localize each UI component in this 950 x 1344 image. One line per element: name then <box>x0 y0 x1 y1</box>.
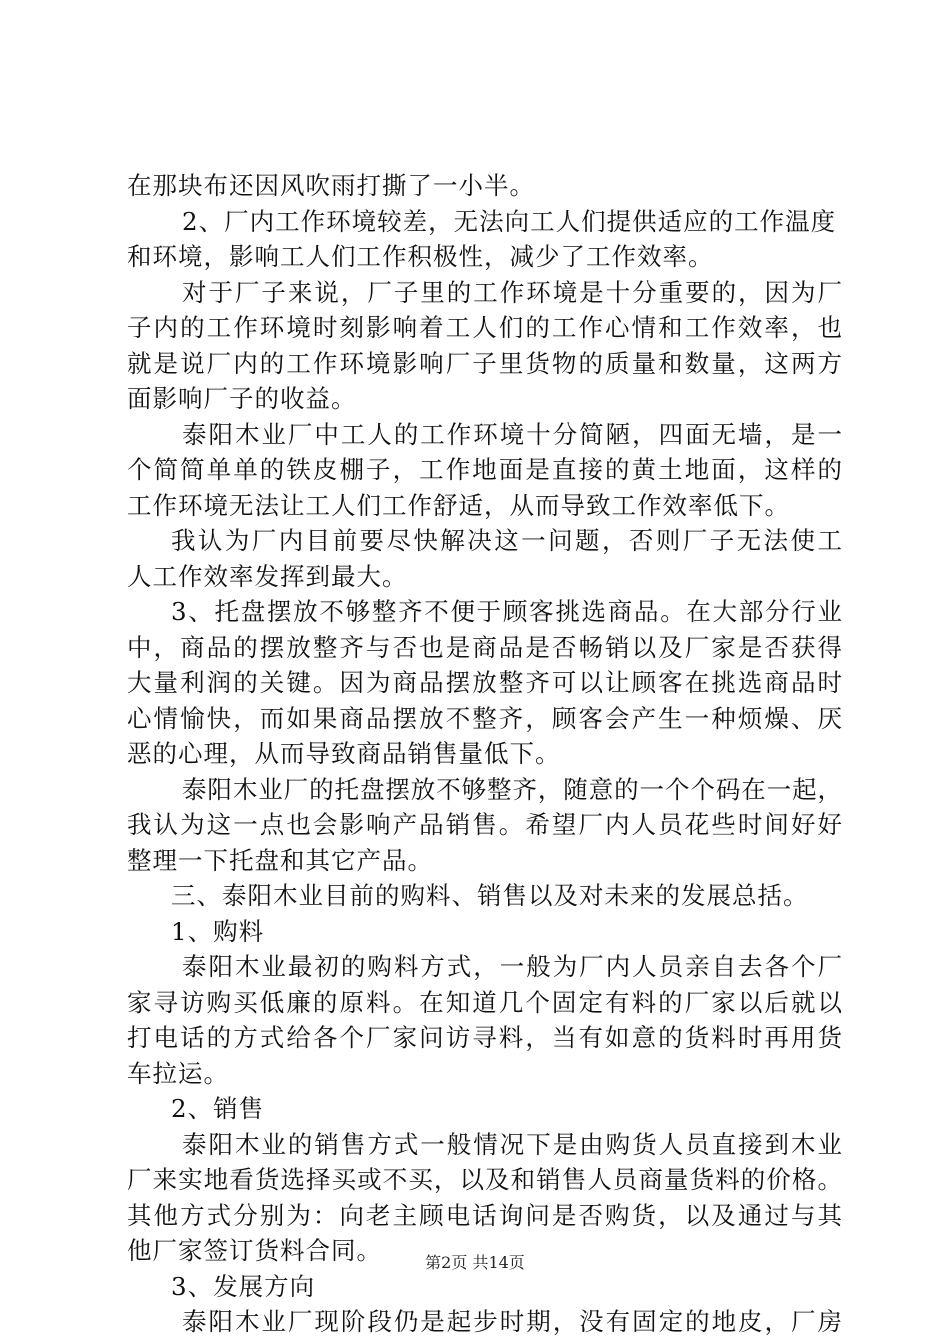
text-line: 泰阳木业最初的购料方式，一般为厂内人员亲自去各个厂 <box>182 952 842 981</box>
subsection-heading: 1、购料 <box>171 916 265 946</box>
text-line: 人工作效率发挥到最大。 <box>127 561 408 591</box>
text-line: 泰阳木业厂现阶段仍是起步时期，没有固定的地皮，厂房 <box>182 1307 842 1336</box>
document-body <box>127 168 842 1340</box>
text-line: 厂来实地看货选择买或不买，以及和销售人员商量货料的价格。 <box>127 1165 842 1194</box>
subsection-heading: 2、销售 <box>171 1094 265 1123</box>
text-line: 他厂家签订货料合同。 <box>127 1236 382 1265</box>
text-line: 3、托盘摆放不够整齐不便于顾客挑选商品。在大部分行业 <box>171 597 842 626</box>
page-number-footer: 第2页 共14页 <box>425 1253 525 1272</box>
text-line: 工作环境无法让工人们工作舒适，从而导致工作效率低下。 <box>127 490 790 520</box>
text-line: 其他方式分别为：向老主顾电话询问是否购货，以及通过与其 <box>127 1200 842 1230</box>
text-line: 泰阳木业厂的托盘摆放不够整齐，随意的一个个码在一起， <box>182 774 842 804</box>
text-line: 对于厂子来说，厂子里的工作环境是十分重要的，因为厂 <box>182 277 842 307</box>
text-line: 2、厂内工作环境较差，无法向工人们提供适应的工作温度 <box>182 206 837 236</box>
text-line: 大量利润的关键。因为商品摆放整齐可以让顾客在挑选商品时 <box>127 668 842 697</box>
text-line: 子内的工作环境时刻影响着工人们的工作心情和工作效率，也 <box>127 313 842 342</box>
text-line: 打电话的方式给各个厂家问访寻料，当有如意的货料时再用货 <box>127 1023 842 1052</box>
text-line: 中，商品的摆放整齐与否也是商品是否畅销以及厂家是否获得 <box>127 632 842 662</box>
subsection-heading: 3、发展方向 <box>171 1271 316 1301</box>
text-line: 面影响厂子的收益。 <box>127 384 357 413</box>
text-line: 泰阳木业厂中工人的工作环境十分简陋，四面无墙，是一 <box>182 419 842 449</box>
text-line: 车拉运。 <box>127 1058 229 1088</box>
text-line: 我认为这一点也会影响产品销售。希望厂内人员花些时间好好 <box>127 810 842 839</box>
text-line: 我认为厂内目前要尽快解决这一问题，否则厂子无法使工 <box>171 526 842 555</box>
text-line: 在那块布还因风吹雨打撕了一小半。 <box>127 171 535 200</box>
text-line: 整理一下托盘和其它产品。 <box>127 845 433 875</box>
text-line: 心情愉快，而如果商品摆放不整齐，顾客会产生一种烦燥、厌 <box>127 703 842 733</box>
text-line: 家寻访购买低廉的原料。在知道几个固定有料的厂家以后就以 <box>127 987 842 1017</box>
text-line: 恶的心理，从而导致商品销售量低下。 <box>127 739 561 768</box>
text-line: 泰阳木业的销售方式一般情况下是由购货人员直接到木业 <box>182 1129 842 1159</box>
text-line: 个简简单单的铁皮棚子，工作地面是直接的黄土地面，这样的 <box>127 455 842 484</box>
text-line: 和环境，影响工人们工作积极性，减少了工作效率。 <box>127 242 714 271</box>
section-heading: 三、泰阳木业目前的购料、销售以及对未来的发展总括。 <box>171 881 809 910</box>
text-line: 就是说厂内的工作环境影响厂子里货物的质量和数量，这两方 <box>127 348 842 378</box>
